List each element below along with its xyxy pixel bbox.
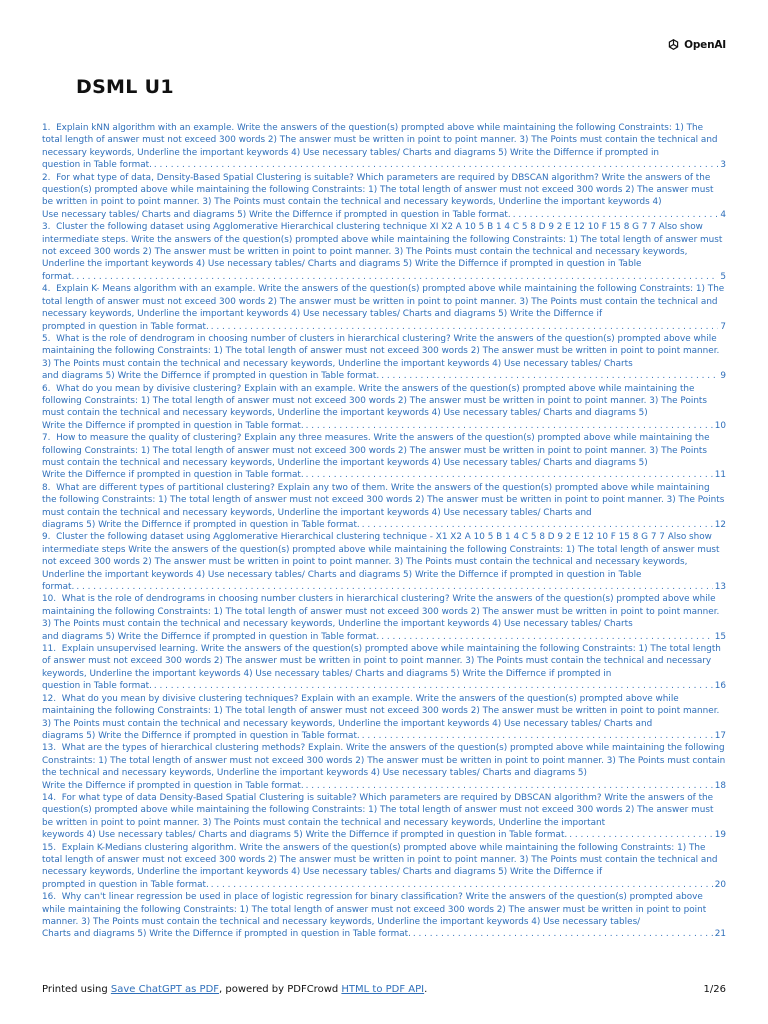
toc-last-line	[42, 581, 726, 593]
toc-text-end: Use necessary tables/ Charts and diagrams 5) Write the Differnce if prompted in question in Table format.	[42, 209, 511, 220]
toc-item	[42, 221, 726, 283]
toc-page-number: 9	[720, 371, 726, 382]
toc-question-text	[42, 173, 713, 208]
toc-item	[42, 122, 726, 172]
toc-last-line	[42, 928, 726, 940]
toc-text-end: format.	[42, 271, 75, 282]
dot-leader	[360, 519, 713, 531]
toc-link[interactable]	[42, 432, 726, 482]
toc-question-text	[42, 433, 710, 468]
table-of-contents	[42, 122, 726, 941]
toc-link[interactable]	[42, 482, 726, 532]
toc-link[interactable]	[42, 531, 726, 593]
openai-logo-icon	[667, 38, 680, 51]
toc-text-end: question in Table format.	[42, 160, 152, 171]
toc-page-number: 17	[714, 730, 726, 741]
toc-number: 10.	[42, 594, 57, 605]
dot-leader	[379, 370, 718, 382]
toc-number: 12.	[42, 693, 57, 704]
dot-leader	[152, 159, 718, 171]
toc-number: 2.	[42, 172, 51, 183]
toc-question-text	[42, 694, 719, 729]
brand-name: OpenAI	[684, 38, 726, 51]
toc-text-end: prompted in question in Table format.	[42, 321, 209, 332]
toc-link[interactable]	[42, 891, 726, 941]
toc-text-main: Explain K-Medians clustering algorithm. Write the answers of the question(s) prompted above while maintaining the following Constraints: 1) The total length of answer must not exceed 300 words 2) The answer must be written in point to point manner. 3) The Points must contain the technical and necessary keywords, Underline the important keywords 4) Use necessary tables/ Charts and diagrams 5) Write the Differnce if	[42, 842, 718, 878]
dot-leader	[74, 271, 718, 283]
toc-text-end: and diagrams 5) Write the Differnce if prompted in question in Table format.	[42, 371, 380, 382]
toc-number: 11.	[42, 644, 57, 655]
toc-link[interactable]	[42, 643, 726, 693]
save-chatgpt-link[interactable]: Save ChatGPT as PDF	[110, 984, 220, 995]
toc-number: 13.	[42, 743, 57, 754]
toc-last-line	[42, 370, 726, 382]
toc-link[interactable]	[42, 693, 726, 743]
toc-question-text	[42, 284, 724, 319]
toc-page-number: 10	[714, 420, 726, 431]
dot-leader	[360, 730, 713, 742]
toc-number: 5.	[42, 333, 51, 344]
toc-text-main: What are different types of partitional clustering? Explain any two of them. Write the answers of the question(s) prompted above while maintaining the following Constraints: 1) The total length of answer must not exceed 300 words 2) The answer must be written in point to point manner. 3) The Points must contain the technical and necessary keywords, Underline the important keywords 4) Use necessary tables/ Charts and	[42, 482, 725, 518]
toc-last-line	[42, 879, 726, 891]
toc-question-text	[42, 644, 721, 679]
toc-text-main: What is the role of dendrograms in choosing number clusters in hierarchical clustering? Write the answers of the question(s) prompted above while maintaining the following Constraints: 1) The total length of answer must not exceed 300 words 2) The answer must be written in point to point manner. 3) The Points must contain the technical and necessary keywords, Underline the important keywords 4) Use necessary tables/ Charts	[42, 594, 720, 630]
toc-question-text	[42, 532, 720, 579]
toc-item	[42, 482, 726, 532]
toc-text-main: Explain K- Means algorithm with an example. Write the answers of the question(s) prompted above while maintaining the following Constraints: 1) The total length of answer must not exceed 300 words 2) The answer must be written in point to point manner. 3) The Points must contain the technical and necessary keywords, Underline the important keywords 4) Use necessary tables/ Charts and diagrams 5) Write the Differnce if	[42, 284, 725, 320]
toc-text-end: question in Table format.	[42, 681, 152, 692]
footer	[42, 984, 726, 995]
toc-last-line	[42, 209, 726, 221]
toc-number: 15.	[42, 842, 57, 853]
toc-text-main: For what type of data, Density-Based Spatial Clustering is suitable? Which parameters are required by DBSCAN algorithm? Write the answers of the question(s) prompted above while maintaining the following Constraints: 1) The total length of answer must not exceed 300 words 2) The answer must be written in point to point manner. 3) The Points must contain the technical and necessary keywords, Underline the important keywords 4)	[42, 172, 714, 208]
toc-last-line	[42, 271, 726, 283]
toc-link[interactable]	[42, 842, 726, 892]
toc-item	[42, 432, 726, 482]
toc-page-number: 18	[714, 780, 726, 791]
toc-page-number: 11	[714, 470, 726, 481]
toc-last-line	[42, 469, 726, 481]
document-title: DSML U1	[76, 76, 174, 98]
toc-text-end: and diagrams 5) Write the Differnce if prompted in question in Table format.	[42, 631, 380, 642]
toc-text-main: Explain unsupervised learning. Write the answers of the question(s) prompted above while maintaining the following Constraints: 1) The total length of answer must not exceed 300 words 2) The answer must be written in point to point manner. 3) The Points must contain the technical and necessary keywords, Underline the important keywords 4) Use necessary tables/ Charts and diagrams 5) Write the Differnce if prompted in	[42, 644, 721, 679]
toc-question-text	[42, 743, 725, 778]
toc-page-number: 12	[714, 520, 726, 530]
dot-leader	[379, 631, 713, 643]
toc-page-number: 4	[720, 209, 726, 220]
footer-suffix: .	[424, 984, 428, 995]
toc-item	[42, 531, 726, 593]
toc-number: 16.	[42, 892, 57, 903]
toc-question-text	[42, 892, 706, 927]
toc-link[interactable]	[42, 283, 726, 333]
dot-leader	[209, 321, 719, 333]
dot-leader	[304, 420, 713, 432]
toc-item	[42, 593, 726, 643]
toc-number: 14.	[42, 792, 57, 803]
toc-item	[42, 333, 726, 383]
toc-last-line	[42, 730, 726, 742]
toc-question-text	[42, 384, 707, 419]
toc-item	[42, 742, 726, 792]
toc-number: 7.	[42, 433, 51, 444]
dot-leader	[152, 680, 713, 692]
toc-text-main: Why can't linear regression be used in place of logistic regression for binary classification? Write the answers of the question(s) prompted above while maintaining the following Constraints: 1) The total length of answer must not exceed 300 words 2) The answer must be written in point to point manner. 3) The Points must contain the technical and necessary keywords, Underline the important keywords 4) Use necessary tables/	[42, 892, 707, 927]
toc-page-number: 19	[714, 830, 726, 841]
toc-last-line	[42, 829, 726, 841]
toc-item	[42, 643, 726, 693]
toc-question-text	[42, 843, 718, 878]
toc-last-line	[42, 519, 726, 531]
toc-number: 8.	[42, 482, 51, 493]
toc-item	[42, 792, 726, 842]
toc-link[interactable]	[42, 383, 726, 433]
toc-text-end: Write the Differnce if prompted in question in Table format.	[42, 420, 304, 431]
toc-text-main: What is the role of dendrogram in choosing number of clusters in hierarchical clustering? Write the answers of the question(s) prompted above while maintaining the following Constraints: 1) The total length of answer must not exceed 300 words 2) The answer must be written in point to point manner. 3) The Points must contain the technical and necessary keywords, Underline the important keywords 4) Use necessary tables/ Charts	[42, 333, 720, 369]
toc-text-end: diagrams 5) Write the Differnce if prompted in question in Table format.	[42, 520, 360, 530]
dot-leader	[511, 209, 719, 221]
toc-last-line	[42, 321, 726, 333]
toc-last-line	[42, 680, 726, 692]
toc-page-number: 20	[714, 879, 726, 890]
toc-question-text	[42, 594, 719, 629]
toc-text-main: For what type of data Density-Based Spatial Clustering is suitable? Which parameters are required by DBSCAN algorithm? Write the answers of the question(s) prompted above while maintaining the following Constraints: 1) The total length of answer must not exceed 300 words 2) The answer must be written in point to point manner. 3) The Points must contain the technical and necessary keywords, Underline the important	[42, 792, 714, 828]
toc-item	[42, 172, 726, 222]
footer-prefix: Printed using	[42, 984, 111, 995]
toc-text-main: Cluster the following dataset using Agglomerative Hierarchical clustering technique XI X2 A 10 5 B 1 4 C 5 8 D 9 2 E 12 10 F 15 8 G 7 7 Also show intermediate steps. Write the answers of the question(s) prompted above while maintaining the following Constraints: 1) The total length of answer must not exceed 300 words 2) The answer must be written in point to point manner. 3) The Points must contain the technical and necessary keywords, Underline the important keywords 4) Use necessary tables/ Charts and diagrams 5) Write the Differnce if prompted in question in Table	[42, 222, 723, 270]
toc-last-line	[42, 420, 726, 432]
toc-page-number: 16	[714, 681, 726, 692]
dot-leader	[209, 879, 713, 891]
toc-text-end: keywords 4) Use necessary tables/ Charts and diagrams 5) Write the Differnce if prompted in question in Table format.	[42, 830, 568, 841]
toc-number: 4.	[42, 284, 51, 295]
toc-text-main: What are the types of hierarchical clustering methods? Explain. Write the answers of the question(s) prompted above while maintaining the following Constraints: 1) The total length of answer must not exceed 300 words 2) The answer must be written in point to point manner. 3) The Points must contain the technical and necessary keywords, Underline the important keywords 4) Use necessary tables/ Charts and diagrams 5)	[42, 743, 726, 779]
toc-item	[42, 842, 726, 892]
toc-last-line	[42, 631, 726, 643]
toc-link[interactable]	[42, 333, 726, 383]
toc-text-end: Charts and diagrams 5) Write the Differnce if prompted in question in Table format.	[42, 929, 411, 940]
toc-text-main: What do you mean by divisive clustering techniques? Explain with an example. Write the answers of the question(s) prompted above while maintaining the following Constraints: 1) The total length of answer must not exceed 300 words 2) The answer must be written in point to point manner. 3) The Points must contain the technical and necessary keywords, Underline the important keywords 4) Use necessary tables/ Charts and	[42, 693, 720, 729]
dot-leader	[411, 928, 713, 940]
footer-credit	[42, 984, 427, 995]
toc-text-end: format.	[42, 582, 75, 593]
toc-page-number: 15	[714, 631, 726, 642]
dot-leader	[567, 829, 713, 841]
toc-last-line	[42, 159, 726, 171]
toc-page-number: 13	[714, 582, 726, 593]
toc-text-end: Write the Differnce if prompted in question in Table format.	[42, 780, 304, 791]
toc-question-text	[42, 334, 719, 369]
toc-text-main: What do you mean by divisive clustering? Explain with an example. Write the answers of the question(s) prompted above while maintaining the following Constraints: 1) The total length of answer must not exceed 300 words 2) The answer must be written in point to point manner. 3) The Points must contain the technical and necessary keywords, Underline the important keywords 4) Use necessary tables/ Charts and diagrams 5)	[42, 383, 707, 419]
toc-text-main: How to measure the quality of clustering? Explain any three measures. Write the answers of the question(s) prompted above while maintaining the following Constraints: 1) The total length of answer must not exceed 300 words 2) The answer must be written in point to point manner. 3) The Points must contain the technical and necessary keywords, Underline the important keywords 4) Use necessary tables/ Charts and diagrams 5)	[42, 433, 710, 468]
toc-page-number: 21	[714, 929, 726, 940]
page-indicator: 1/26	[703, 984, 726, 995]
toc-link[interactable]	[42, 122, 726, 172]
toc-link[interactable]	[42, 593, 726, 643]
dot-leader	[304, 469, 713, 481]
toc-text-main: Explain kNN algorithm with an example. Write the answers of the question(s) prompted above while maintaining the following Constraints: 1) The total length of answer must not exceed 300 words 2) The answer must be written in point to point manner. 3) The Points must contain the technical and necessary keywords, Underline the important keywords 4) Use necessary tables/ Charts and diagrams 5) Write the Differnce if prompted in	[42, 123, 718, 158]
toc-link[interactable]	[42, 221, 726, 283]
brand	[667, 38, 726, 51]
dot-leader	[74, 581, 712, 593]
toc-question-text	[42, 483, 724, 518]
footer-middle: , powered by PDFCrowd	[219, 984, 342, 995]
toc-last-line	[42, 780, 726, 792]
toc-item	[42, 693, 726, 743]
toc-link[interactable]	[42, 742, 726, 792]
toc-page-number: 7	[720, 321, 726, 332]
toc-link[interactable]	[42, 792, 726, 842]
toc-page-number: 3	[720, 160, 726, 171]
html-to-pdf-link[interactable]: HTML to PDF API	[341, 984, 425, 995]
toc-text-end: diagrams 5) Write the Differnce if prompted in question in Table format.	[42, 730, 360, 741]
toc-page-number: 5	[720, 271, 726, 282]
toc-question-text	[42, 123, 718, 158]
toc-text-main: Cluster the following dataset using Agglomerative Hierarchical clustering technique - X1 X2 A 10 5 B 1 4 C 5 8 D 9 2 E 12 10 F 15 8 G 7 7 Also show intermediate steps Write the answers of the question(s) prompted above while maintaining the following Constraints: 1) The total length of answer must not exceed 300 words 2) The answer must be written in point to point manner. 3) The Points must contain the technical and necessary keywords, Underline the important keywords 4) Use necessary tables/ Charts and diagrams 5) Write the Differnce if prompted in question in Table	[42, 532, 720, 580]
toc-number: 9.	[42, 532, 51, 543]
toc-item	[42, 383, 726, 433]
toc-text-end: Write the Differnce if prompted in question in Table format.	[42, 470, 304, 481]
toc-number: 6.	[42, 383, 51, 394]
toc-link[interactable]	[42, 172, 726, 222]
toc-text-end: prompted in question in Table format.	[42, 879, 209, 890]
dot-leader	[304, 780, 713, 792]
toc-question-text	[42, 222, 722, 269]
toc-question-text	[42, 793, 713, 828]
toc-number: 3.	[42, 222, 51, 233]
toc-item	[42, 283, 726, 333]
toc-number: 1.	[42, 123, 51, 133]
toc-item	[42, 891, 726, 941]
